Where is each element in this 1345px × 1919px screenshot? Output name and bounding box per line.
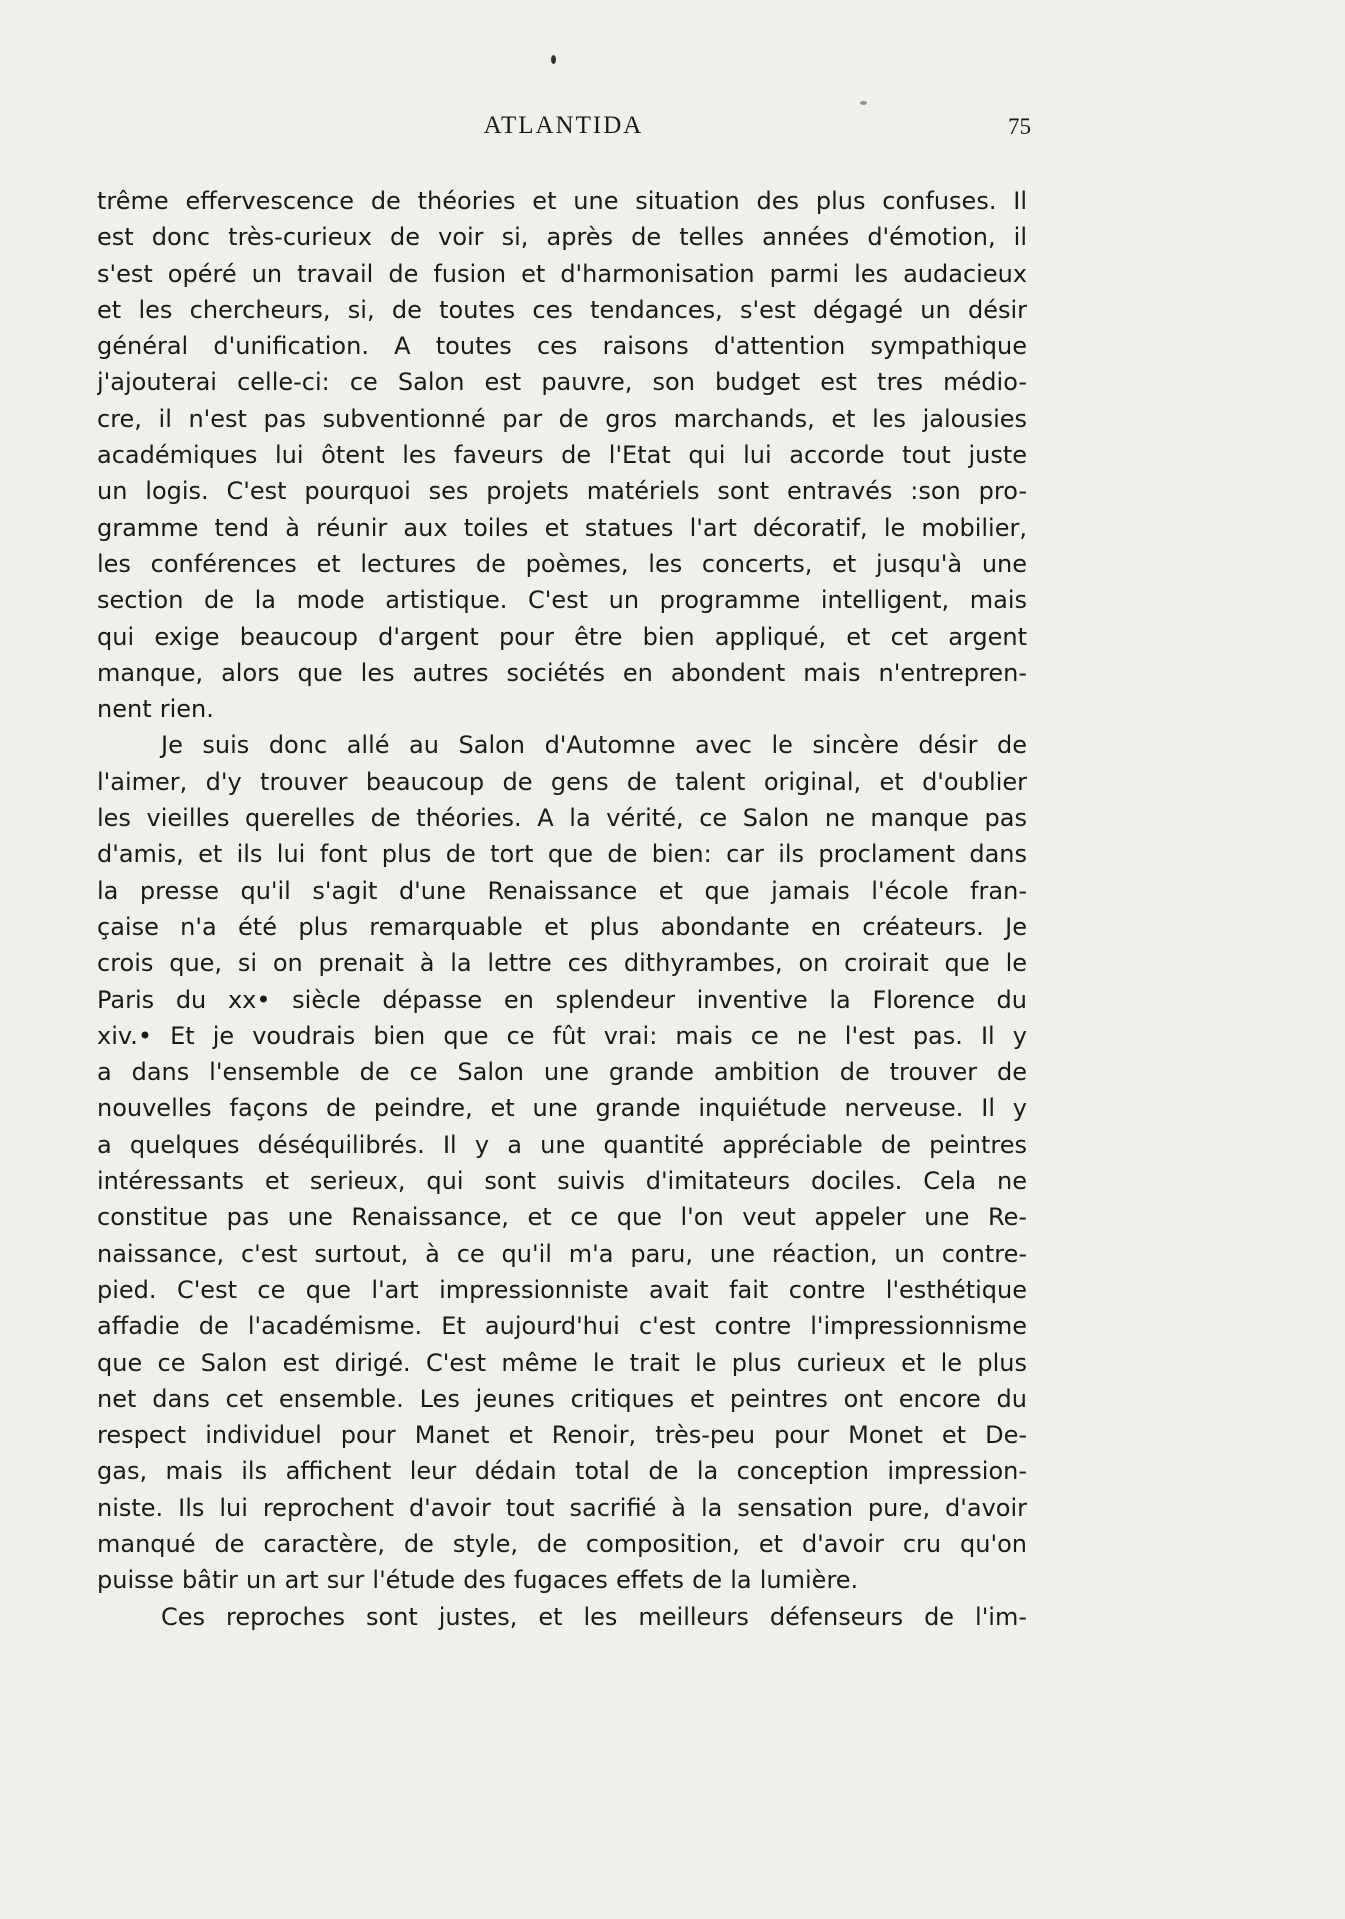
text-line: xiv.• Et je voudrais bien que ce fût vrai: mais ce ne l'est pas. Il y bbox=[97, 1021, 1027, 1050]
text-line: pied. C'est ce que l'art impressionniste avait fait contre l'esthétique bbox=[97, 1275, 1027, 1304]
paper-speck bbox=[860, 101, 867, 105]
text-line: intéressants et serieux, qui sont suivis d'imitateurs dociles. Cela ne bbox=[97, 1167, 1027, 1196]
text-line: d'amis, et ils lui font plus de tort que de bien: car ils proclament dans bbox=[97, 840, 1027, 869]
text-line: la presse qu'il s'agit d'une Renaissance et que jamais l'école fran- bbox=[97, 876, 1027, 905]
text-line: a dans l'ensemble de ce Salon une grande ambition de trouver de bbox=[97, 1058, 1027, 1087]
text-line: puisse bâtir un art sur l'étude des fugaces effets de la lumière. bbox=[97, 1566, 859, 1595]
text-line: gramme tend à réunir aux toiles et statues l'art décoratif, le mobilier, bbox=[97, 513, 1027, 542]
text-line: cre, il n'est pas subventionné par de gros marchands, et les jalousies bbox=[97, 404, 1027, 433]
paper-speck bbox=[551, 55, 556, 64]
text-line: respect individuel pour Manet et Renoir, très-peu pour Monet et De- bbox=[97, 1421, 1027, 1450]
text-line: niste. Ils lui reprochent d'avoir tout sacrifié à la sensation pure, d'avoir bbox=[97, 1493, 1027, 1522]
text-line: j'ajouterai celle-ci: ce Salon est pauvre, son budget est tres médio- bbox=[97, 368, 1027, 397]
text-line: a quelques déséquilibrés. Il y a une quantité appréciable de peintres bbox=[97, 1130, 1027, 1159]
text-line: académiques lui ôtent les faveurs de l'Etat qui lui accorde tout juste bbox=[97, 441, 1027, 470]
text-line: et les chercheurs, si, de toutes ces tendances, s'est dégagé un désir bbox=[97, 295, 1027, 324]
text-line: qui exige beaucoup d'argent pour être bien appliqué, et cet argent bbox=[97, 622, 1027, 651]
text-line: que ce Salon est dirigé. C'est même le trait le plus curieux et le plus bbox=[97, 1348, 1027, 1377]
body-text bbox=[97, 183, 1027, 1635]
text-line: est donc très-curieux de voir si, après de telles années d'émotion, il bbox=[97, 223, 1027, 252]
text-line: nouvelles façons de peindre, et une grande inquiétude nerveuse. Il y bbox=[97, 1094, 1027, 1123]
text-line: Je suis donc allé au Salon d'Automne avec le sincère désir de bbox=[161, 731, 1027, 760]
text-line: net dans cet ensemble. Les jeunes critiques et peintres ont encore du bbox=[97, 1384, 1027, 1413]
text-line: Ces reproches sont justes, et les meilleurs défenseurs de l'im- bbox=[161, 1602, 1027, 1631]
text-line: manqué de caractère, de style, de composition, et d'avoir cru qu'on bbox=[97, 1529, 1027, 1558]
text-line: manque, alors que les autres sociétés en abondent mais n'entrepren- bbox=[97, 658, 1027, 687]
running-title: ATLANTIDA bbox=[483, 112, 644, 139]
text-line: les vieilles querelles de théories. A la vérité, ce Salon ne manque pas bbox=[97, 804, 1027, 833]
text-line: constitue pas une Renaissance, et ce que l'on veut appeler une Re- bbox=[97, 1203, 1027, 1232]
text-line: Paris du xx• siècle dépasse en splendeur inventive la Florence du bbox=[97, 985, 1027, 1014]
text-line: un logis. C'est pourquoi ses projets matériels sont entravés :son pro- bbox=[97, 477, 1027, 506]
page-number: 75 bbox=[1008, 114, 1031, 139]
text-line: affadie de l'académisme. Et aujourd'hui c'est contre l'impressionnisme bbox=[97, 1312, 1027, 1341]
text-line: çaise n'a été plus remarquable et plus abondante en créateurs. Je bbox=[97, 912, 1027, 941]
text-line: gas, mais ils affichent leur dédain total de la conception impression- bbox=[97, 1457, 1027, 1486]
text-line: section de la mode artistique. C'est un programme intelligent, mais bbox=[97, 586, 1027, 615]
text-line: les conférences et lectures de poèmes, les concerts, et jusqu'à une bbox=[97, 549, 1027, 578]
text-line: général d'unification. A toutes ces raisons d'attention sympathique bbox=[97, 332, 1027, 361]
text-line: trême effervescence de théories et une situation des plus confuses. Il bbox=[97, 187, 1027, 215]
page-header bbox=[96, 112, 1031, 152]
text-line: s'est opéré un travail de fusion et d'harmonisation parmi les audacieux bbox=[97, 259, 1027, 288]
text-line: naissance, c'est surtout, à ce qu'il m'a paru, une réaction, un contre- bbox=[97, 1239, 1027, 1268]
text-line: crois que, si on prenait à la lettre ces dithyrambes, on croirait que le bbox=[97, 949, 1027, 978]
text-line: l'aimer, d'y trouver beaucoup de gens de talent original, et d'oublier bbox=[97, 767, 1027, 796]
text-line: nent rien. bbox=[97, 695, 214, 724]
